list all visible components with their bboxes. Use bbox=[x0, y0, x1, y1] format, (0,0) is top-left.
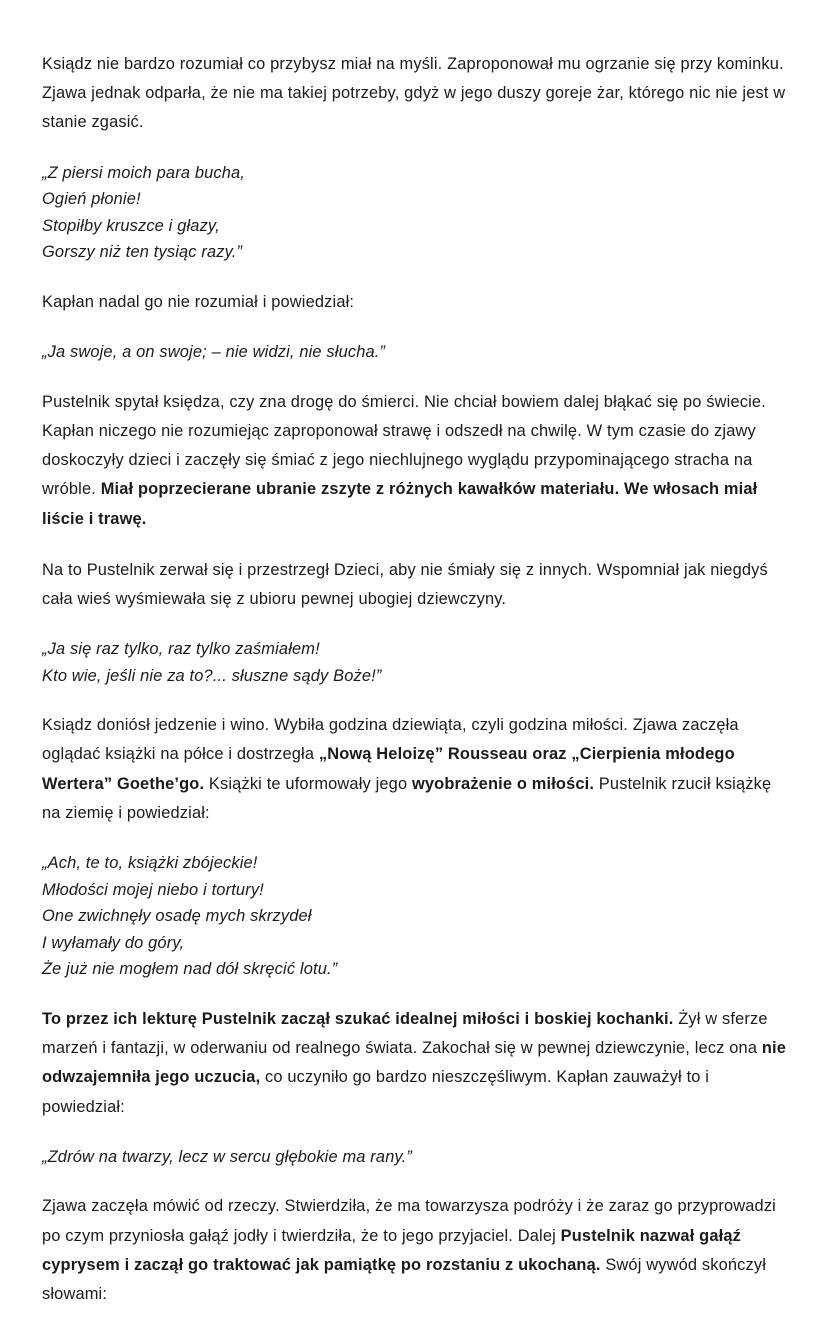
paragraph-run-bold: nie odwzajemniła jego uczucia, bbox=[42, 1039, 787, 1087]
paragraph-run: Zjawa zaczęła mówić od rzeczy. Stwierdziła, że ma towarzysza podróży i że zaraz go przyprowadzi po czym przyniosła gałąź jodły i twierdziła, że to jego przyjaciel. Dalej bbox=[42, 1197, 776, 1245]
verse-line: „Zdrów na twarzy, lecz w sercu głębokie ma rany.” bbox=[42, 1147, 412, 1166]
verse-line: „Ja swoje, a on swoje; – nie widzi, nie słucha.” bbox=[42, 343, 386, 362]
verse-block bbox=[42, 160, 786, 266]
paragraph-run: Książki te uformowały jego bbox=[204, 774, 412, 793]
verse-line: I wyłamały do góry, bbox=[42, 933, 185, 952]
verse-line: Że już nie mogłem nad dół skręcić lotu.” bbox=[42, 960, 338, 979]
paragraph-run-bold: Miał poprzecierane ubranie zszyte z różnych kawałków materiału. We włosach miał liście i trawę. bbox=[42, 480, 758, 528]
verse-block bbox=[42, 339, 786, 366]
verse-line: Kto wie, jeśli nie za to?... słuszne sądy Boże!” bbox=[42, 666, 382, 685]
verse-line: Stopiłby kruszce i głazy, bbox=[42, 216, 220, 235]
verse-line: „Ach, te to, książki zbójeckie! bbox=[42, 854, 258, 873]
paragraph-block bbox=[42, 711, 786, 828]
verse-line: „Ja się raz tylko, raz tylko zaśmiałem! bbox=[42, 640, 320, 659]
paragraph-block bbox=[42, 556, 786, 614]
paragraph-block bbox=[42, 388, 786, 534]
verse-line: Ogień płonie! bbox=[42, 190, 141, 209]
paragraph-run: Swój wywód skończył słowami: bbox=[42, 1255, 767, 1303]
paragraph-block bbox=[42, 1192, 786, 1309]
verse-block bbox=[42, 636, 786, 689]
paragraph-block bbox=[42, 50, 786, 138]
paragraph-run: Pustelnik spytał księdza, czy zna drogę do śmierci. Nie chciał bowiem dalej błąkać się po świecie. Kapłan niczego nie rozumiejąc zaproponował strawę i odszedł na chwilę. W tym czasie do zjawy doskoczyły dzieci i zaczęły się śmiać z jego niechlujnego wyglądu przypominającego stracha na wróble. bbox=[42, 392, 766, 499]
paragraph-run: Ksiądz doniósł jedzenie i wino. Wybiła godzina dziewiąta, czyli godzina miłości. Zjawa zaczęła oglądać książki na półce i dostrzegła bbox=[42, 716, 739, 764]
verse-line: „Z piersi moich para bucha, bbox=[42, 163, 246, 182]
verse-line: Młodości mojej niebo i tortury! bbox=[42, 880, 264, 899]
verse-block bbox=[42, 1144, 786, 1171]
paragraph-block bbox=[42, 288, 786, 317]
paragraph-run: co uczyniło go bardzo nieszczęśliwym. Kapłan zauważył to i powiedział: bbox=[42, 1068, 710, 1116]
document-body bbox=[42, 50, 786, 1309]
paragraph-run: Ksiądz nie bardzo rozumiał co przybysz miał na myśli. Zaproponował mu ogrzanie się przy kominku. Zjawa jednak odparła, że nie ma takiej potrzeby, gdyż w jego duszy goreje żar, którego nic nie jest w stanie zgasić. bbox=[42, 55, 786, 132]
verse-line: One zwichnęły osadę mych skrzydeł bbox=[42, 907, 312, 926]
paragraph-run: Na to Pustelnik zerwał się i przestrzegł Dzieci, aby nie śmiały się z innych. Wspomniał jak niegdyś cała wieś wyśmiewała się z ubioru pewnej ubogiej dziewczyny. bbox=[42, 560, 768, 608]
paragraph-run: Żył w sferze marzeń i fantazji, w oderwaniu od realnego świata. Zakochał się w pewnej dziewczynie, lecz ona bbox=[42, 1009, 768, 1058]
paragraph-run-bold: wyobrażenie o miłości. bbox=[411, 774, 595, 793]
paragraph-run-bold: To przez ich lekturę Pustelnik zaczął szukać idealnej miłości i boskiej kochanki. bbox=[42, 1009, 674, 1028]
paragraph-run: Kapłan nadal go nie rozumiał i powiedział: bbox=[42, 292, 355, 311]
paragraph-block bbox=[42, 1005, 786, 1122]
paragraph-run: Pustelnik rzucił książkę na ziemię i powiedział: bbox=[42, 774, 772, 822]
paragraph-run-bold: „Nową Heloizę” Rousseau oraz „Cierpienia młodego Wertera” Goethe’go. bbox=[42, 745, 735, 793]
paragraph-run-bold: Pustelnik nazwał gałąź cyprysem i zaczął go traktować jak pamiątkę po rozstaniu z ukochaną. bbox=[42, 1226, 741, 1274]
verse-block bbox=[42, 850, 786, 983]
verse-line: Gorszy niż ten tysiąc razy.” bbox=[42, 243, 243, 262]
